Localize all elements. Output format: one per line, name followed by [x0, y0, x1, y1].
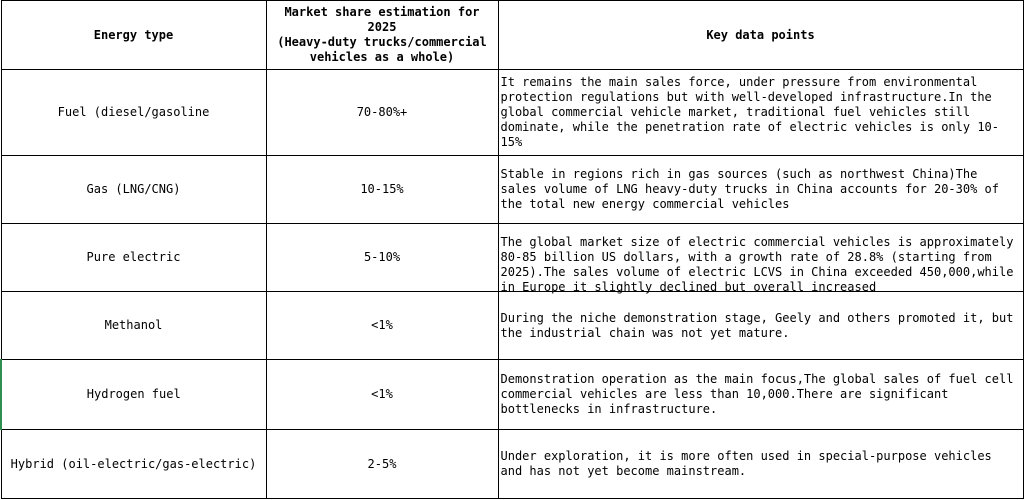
- energy-type-cell: Fuel (diesel/gasoline: [1, 70, 266, 156]
- energy-type-cell: Hydrogen fuel: [1, 360, 266, 430]
- header-market-share-label: Market share estimation for 2025 (Heavy-duty trucks/commercial vehicles as a whole): [277, 5, 487, 64]
- energy-type-cell: Methanol: [1, 292, 266, 360]
- market-share-cell: 10-15%: [266, 156, 498, 224]
- market-share-cell: <1%: [266, 360, 498, 430]
- market-share-cell: 70-80%+: [266, 70, 498, 156]
- header-energy-type: Energy type: [1, 1, 266, 70]
- energy-type-cell: Gas (LNG/CNG): [1, 156, 266, 224]
- table-row: [1, 430, 1023, 499]
- table-row: [1, 70, 1023, 156]
- energy-type-cell: Hybrid (oil-electric/gas-electric): [1, 430, 266, 499]
- key-points-cell: It remains the main sales force, under pressure from environmental protection regulations but with well-developed infrastructure.In the global commercial vehicle market, traditional fuel vehicles still dominate, while the penetration rate of electric vehicles is only 10-15%: [498, 70, 1023, 156]
- key-points-cell: Demonstration operation as the main focus,The global sales of fuel cell commercial vehicles are less than 10,000.There are significant bottlenecks in infrastructure.: [498, 360, 1023, 430]
- key-points-text: The global market size of electric commercial vehicles is approximately 80-85 billion US dollars, with a growth rate of 28.8% (starting from 2025).The sales volume of electric LCVS in China exceeded 450,000,while in Europe it slightly declined but overall increased: [500, 235, 1014, 294]
- table-row: [1, 224, 1023, 292]
- market-share-cell: 2-5%: [266, 430, 498, 499]
- key-points-cell: Under exploration, it is more often used in special-purpose vehicles and has not yet become mainstream.: [498, 430, 1023, 499]
- energy-type-cell: Pure electric: [1, 224, 266, 292]
- table-header-row: [1, 1, 1023, 70]
- key-points-cell: Stable in regions rich in gas sources (such as northwest China)The sales volume of LNG heavy-duty trucks in China accounts for 20-30% of the total new energy commercial vehicles: [498, 156, 1023, 224]
- header-key-data-points: Key data points: [498, 1, 1023, 70]
- table-row: [1, 292, 1023, 360]
- market-share-cell: <1%: [266, 292, 498, 360]
- table-row: [1, 156, 1023, 224]
- header-market-share: [266, 1, 498, 70]
- key-points-cell: [498, 224, 1023, 292]
- key-points-cell: During the niche demonstration stage, Geely and others promoted it, but the industrial chain was not yet mature.: [498, 292, 1023, 360]
- table-row: [1, 360, 1023, 430]
- market-share-cell: 5-10%: [266, 224, 498, 292]
